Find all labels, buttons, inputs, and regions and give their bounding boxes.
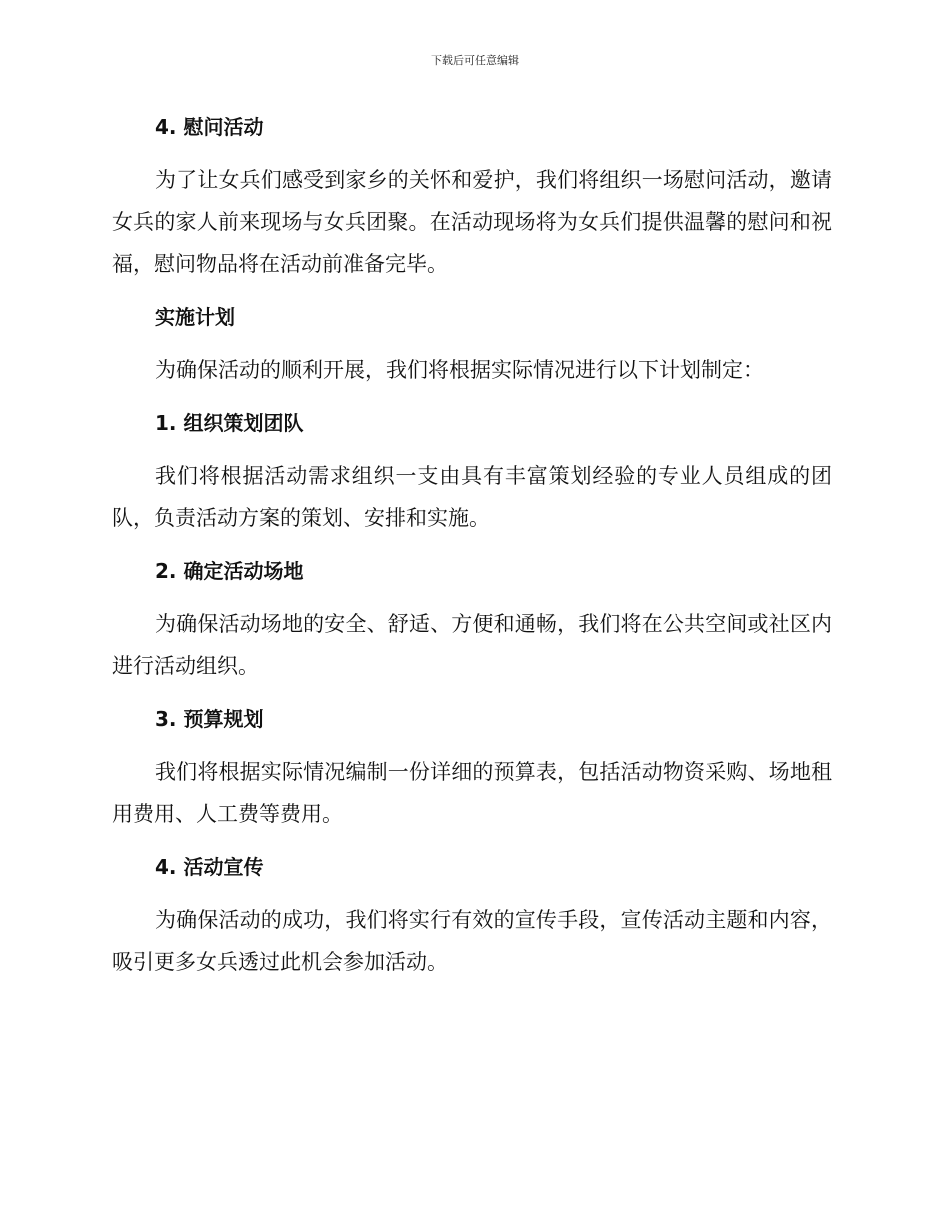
section-heading-budget: 3. 预算规划 — [155, 707, 264, 731]
page-header: 下载后可任意编辑 — [431, 54, 519, 67]
section-paragraph-planning-team: 我们将根据活动需求组织一支由具有丰富策划经验的专业人员组成的团队，负责活动方案的策划、安排和实施。 — [112, 464, 832, 530]
document-body — [112, 107, 832, 983]
section-paragraph-budget: 我们将根据实际情况编制一份详细的预算表，包括活动物资采购、场地租用费用、人工费等费用。 — [112, 760, 832, 826]
section-paragraph-implementation-plan: 为确保活动的顺利开展，我们将根据实际情况进行以下计划制定： — [155, 358, 764, 382]
section-paragraph-comfort-activity: 为了让女兵们感受到家乡的关怀和爱护，我们将组织一场慰问活动，邀请女兵的家人前来现场与女兵团聚。在活动现场将为女兵们提供温馨的慰问和祝福，慰问物品将在活动前准备完毕。 — [112, 168, 832, 276]
section-heading-implementation-plan: 实施计划 — [155, 305, 235, 329]
section-paragraph-promotion: 为确保活动的成功，我们将实行有效的宣传手段，宣传活动主题和内容，吸引更多女兵透过此机会参加活动。 — [112, 908, 832, 974]
section-heading-comfort-activity: 4. 慰问活动 — [155, 115, 264, 139]
section-heading-venue: 2. 确定活动场地 — [155, 559, 304, 583]
section-heading-promotion: 4. 活动宣传 — [155, 855, 264, 879]
section-heading-planning-team: 1. 组织策划团队 — [155, 411, 304, 435]
section-paragraph-venue: 为确保活动场地的安全、舒适、方便和通畅，我们将在公共空间或社区内进行活动组织。 — [112, 612, 832, 678]
